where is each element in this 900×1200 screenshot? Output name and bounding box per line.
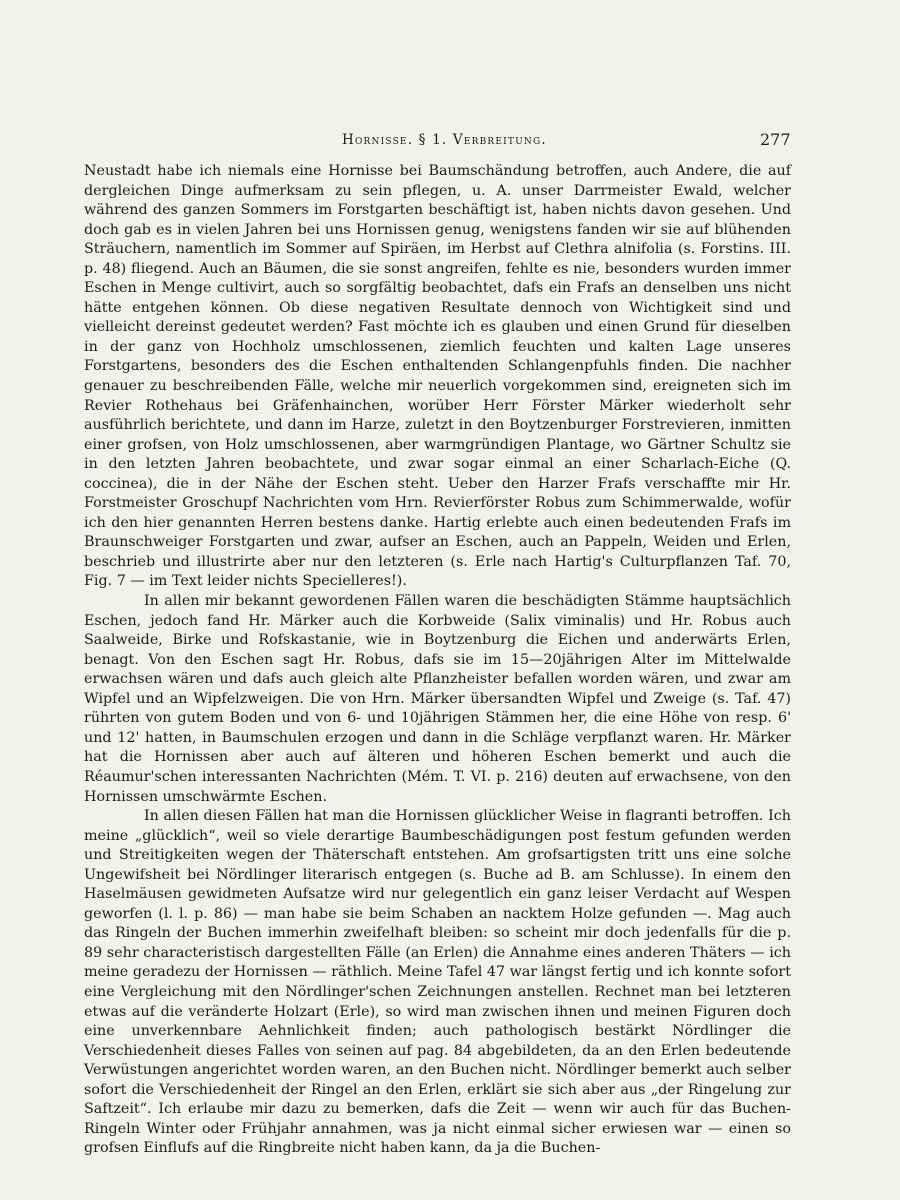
paragraph-3: In allen diesen Fällen hat man die Hornissen glücklicher Weise in flagranti betroffen. Ich meine „glücklich“, weil so viele derartige Baumbeschädigungen post festum gefunden werden und Streitigkeiten wegen der Thäterschaft entstehen. Am grofsartigsten tritt uns eine solche Ungewifsheit bei Nördlinger literarisch entgegen (s. Buche ad B. am Schlusse). In einem den Haselmäusen gewidmeten Aufsatze wird nur gelegentlich ein ganz leiser Verdacht auf Wespen geworfen (l. l. p. 86) — man habe sie beim Schaben an nacktem Holze gefunden —. Mag auch das Ringeln der Buchen immerhin zweifelhaft bleiben: so scheint mir doch jedenfalls für die p. 89 sehr characteristisch dargestellten Fälle (an Erlen) die Annahme eines anderen Thäters — ich meine geradezu der Hornissen — räthlich. Meine Tafel 47 war längst fertig und ich konnte sofort eine Vergleichung mit den Nördlinger'schen Zeichnungen anstellen. Rechnet man bei letzteren etwas auf die veränderte Holzart (Erle), so wird man zwischen ihnen und meinen Figuren doch eine unverkennbare Aehnlichkeit finden; auch pathologisch bestärkt Nördlinger die Verschiedenheit dieses Falles von seinen auf pag. 84 abgebildeten, da an den Erlen bedeutende Verwüstungen angerichtet worden waren, an den Buchen nicht. Nördlinger bemerkt auch selber sofort die Verschiedenheit der Ringel an den Erlen, erklärt sie sich aber aus „der Ringelung zur Saftzeit“. Ich erlaube mir dazu zu bemerken, dafs die Zeit — wenn wir auch für das Buchen-Ringeln Winter oder Frühjahr annahmen, was ja nicht einmal sicher erwiesen war — einen so grofsen Einflufs auf die Ringbreite nicht haben kann, da ja die Buchen-: [84, 808, 791, 1157]
paragraph-2: In allen mir bekannt gewordenen Fällen waren die beschädigten Stämme hauptsächlich Eschen, jedoch fand Hr. Märker auch die Korbweide (Salix viminalis) und Hr. Robus auch Saalweide, Birke und Rofskastanie, wie in Boytzenburg die Eichen und anderwärts Erlen, benagt. Von den Eschen sagt Hr. Robus, dafs sie im 15—20jährigen Alter im Mittelwalde erwachsen wären und dafs auch gleich alte Pflanzheister befallen worden wären, und zwar am Wipfel und an Wipfelzweigen. Die von Hrn. Märker übersandten Wipfel und Zweige (s. Taf. 47) rührten von gutem Boden und von 6- und 10jährigen Stämmen her, die eine Höhe von resp. 6' und 12' hatten, in Baumschulen erzogen und dann in die Schläge verpflanzt waren. Hr. Märker hat die Hornissen aber auch auf älteren und höheren Eschen bemerkt und auch die Réaumur'schen interessanten Nachrichten (Mém. T. VI. p. 216) deuten auf erwachsene, von den Hornissen umschwärmte Eschen.: [84, 593, 791, 805]
page-number: 277: [760, 130, 791, 149]
body-text: [84, 162, 791, 1159]
page-header: [0, 132, 900, 152]
paragraph-1: Neustadt habe ich niemals eine Hornisse bei Baumschändung betroffen, auch Andere, die auf dergleichen Dinge aufmerksam zu sein pflegen, u. A. unser Darrmeister Ewald, welcher während des ganzen Sommers im Forstgarten beschäftigt ist, haben nichts davon gesehen. Und doch gab es in vielen Jahren bei uns Hornissen genug, wenigstens fanden wir sie auf blühenden Sträuchern, namentlich im Sommer auf Spiräen, im Herbst auf Clethra alnifolia (s. Forstins. III. p. 48) fliegend. Auch an Bäumen, die sie sonst angreifen, fehlte es nie, besonders wurden immer Eschen in Menge cultivirt, auch so sorgfältig beobachtet, dafs ein Frafs an denselben uns nicht hätte entgehen können. Ob diese negativen Resultate dennoch von Wichtigkeit sind und vielleicht dereinst gedeutet werden? Fast möchte ich es glauben und einen Grund für dieselben in der ganz von Hochholz umschlossenen, ziemlich feuchten und kalten Lage unseres Forstgartens, besonders des die Eschen enthaltenden Schlangenpfuhls finden. Die nachher genauer zu beschreibenden Fälle, welche mir neuerlich vorgekommen sind, ereigneten sich im Revier Rothehaus bei Gräfenhainchen, worüber Herr Förster Märker wiederholt sehr ausführlich berichtete, und dann im Harze, zuletzt in den Boytzenburger Forstrevieren, inmitten einer grofsen, von Holz umschlossenen, aber warmgründigen Plantage, wo Gärtner Schultz sie in den letzten Jahren beobachtete, und zwar sogar einmal an einer Scharlach-Eiche (Q. coccinea), die in der Nähe der Eschen steht. Ueber den Harzer Frafs verschaffte mir Hr. Forstmeister Groschupf Nachrichten vom Hrn. Revierförster Robus zum Schimmerwalde, wofür ich den hier genannten Herren bestens danke. Hartig erlebte auch einen bedeutenden Frafs im Braunschweiger Forstgarten und zwar, aufser an Eschen, auch an Pappeln, Weiden und Erlen, beschrieb und illustrirte aber nur den letzteren (s. Erle nach Hartig's Culturpflanzen Taf. 70, Fig. 7 — im Text leider nichts Specielleres!).: [84, 163, 791, 590]
running-head: Hornisse. § 1. Verbreitung.: [342, 132, 547, 148]
